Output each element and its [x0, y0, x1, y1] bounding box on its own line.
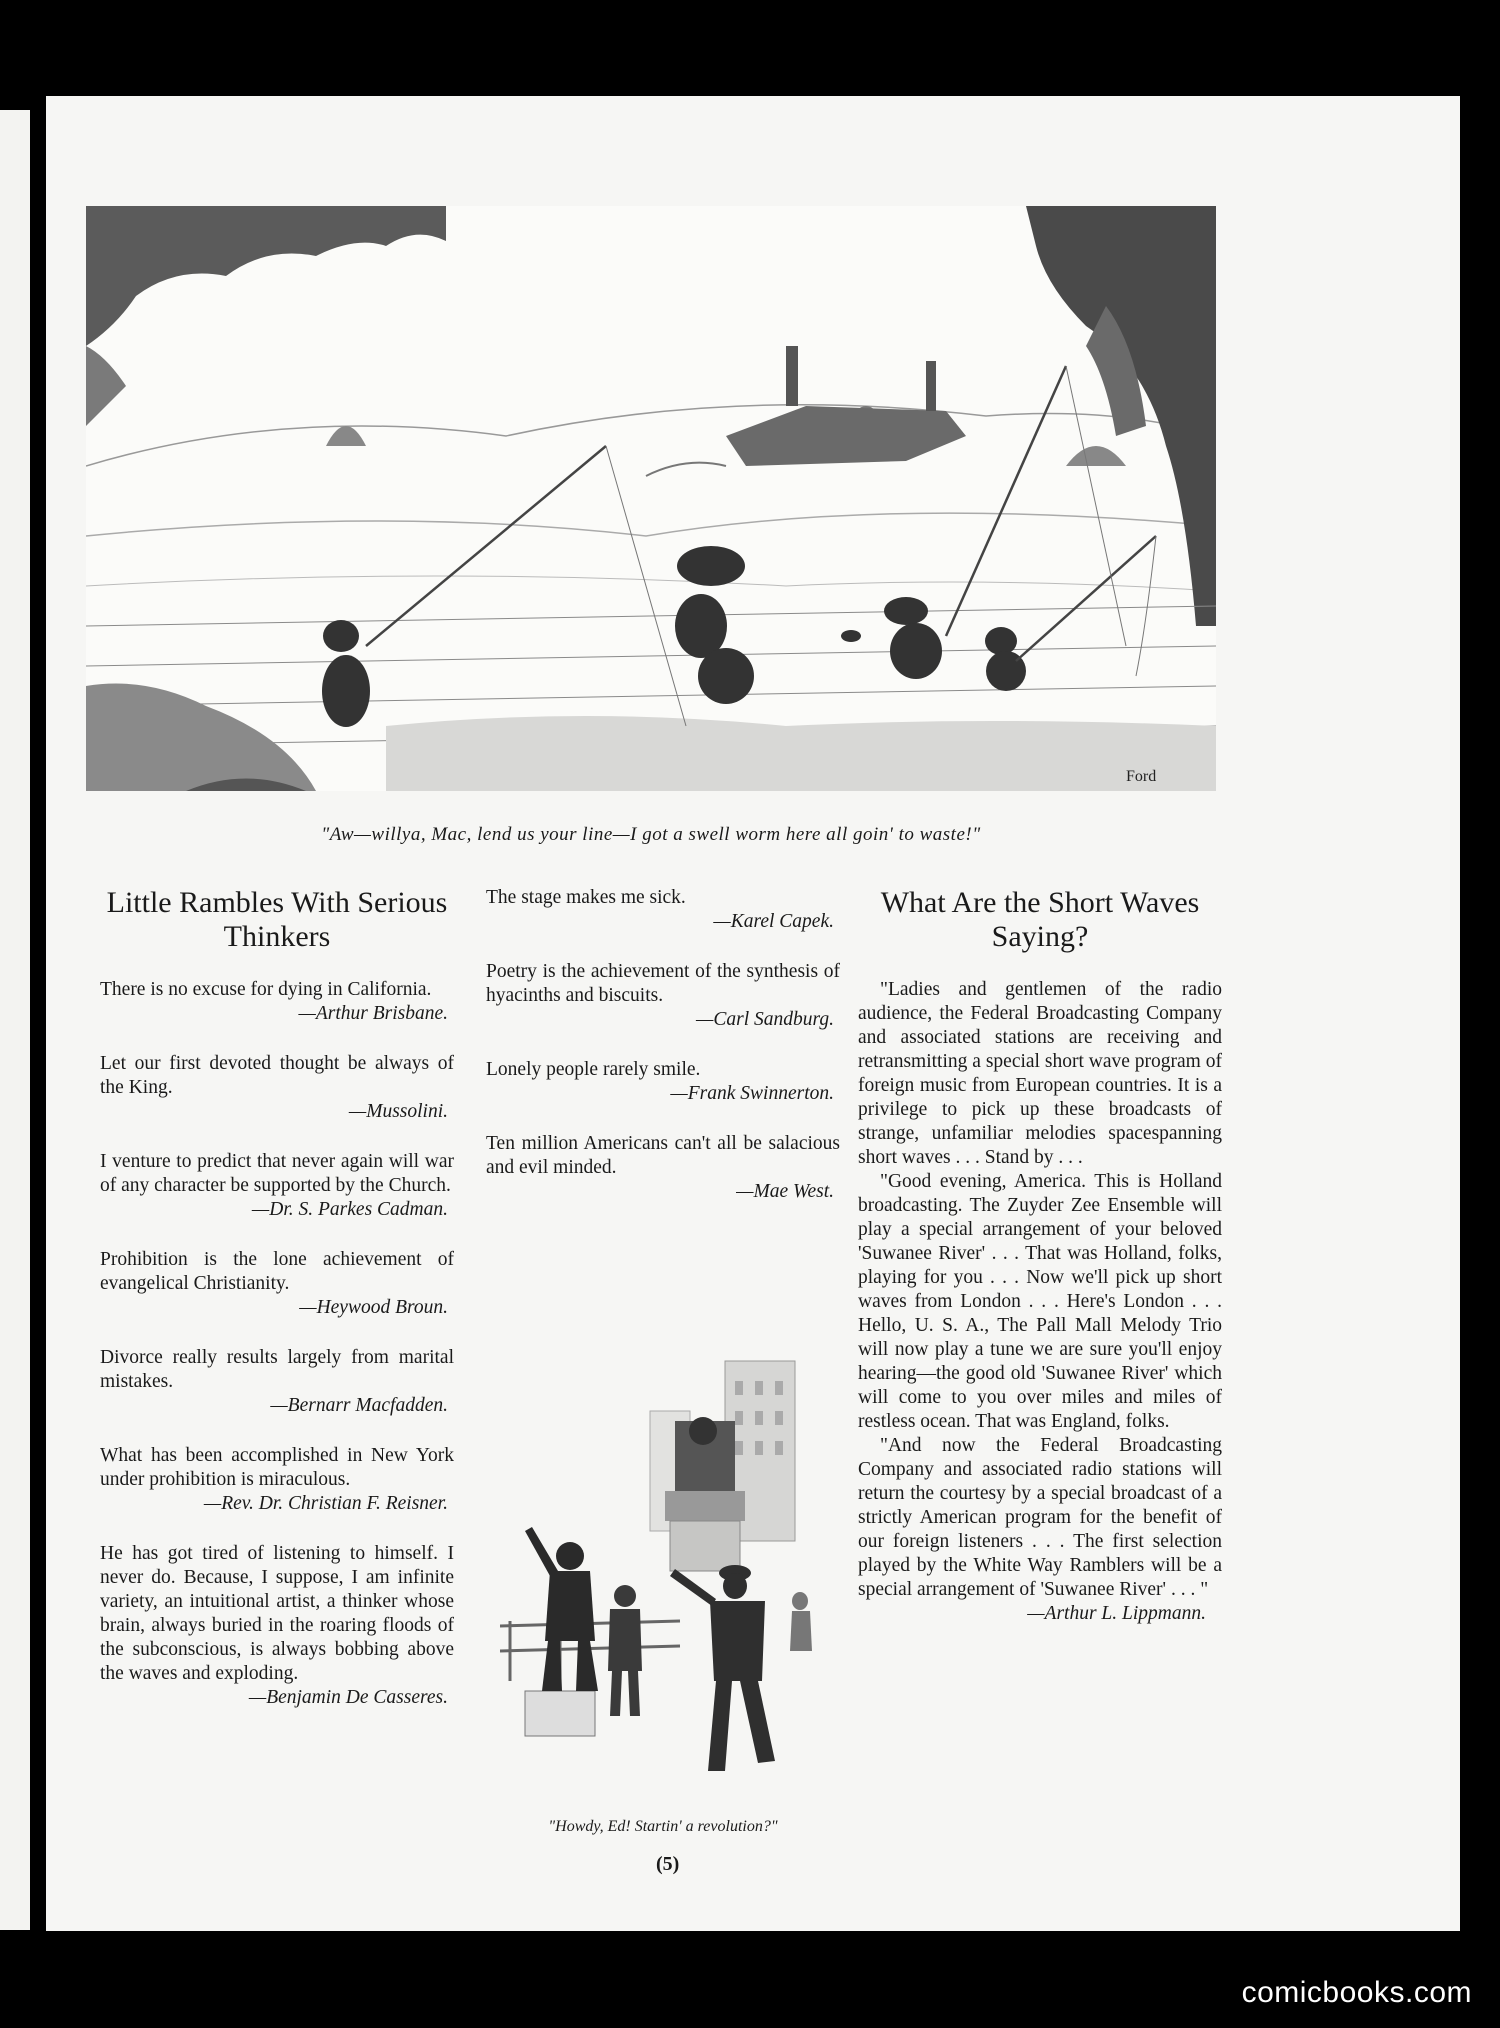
quote-text: There is no excuse for dying in California. — [100, 979, 432, 1000]
rambles-column — [100, 886, 454, 1736]
quote-text: Ten million Americans can't all be salacious and evil minded. — [486, 1133, 840, 1178]
article-paragraph: "And now the Federal Broadcasting Company and associated radio stations will return the courtesy by a special broadcast of a strictly American program for the benefit of our foreign listeners . . . The first selection played by the White Way Ramblers will be a special arrangement of 'Suwanee River' . . . " — [858, 1435, 1222, 1600]
quote-author: —Mae West. — [736, 1181, 834, 1202]
artist-signature: Ford — [1126, 768, 1157, 785]
quote-author: —Heywood Broun. — [299, 1297, 448, 1318]
quote-item — [100, 1542, 454, 1710]
quote-author: —Dr. S. Parkes Cadman. — [251, 1199, 448, 1220]
middle-cartoon-caption: "Howdy, Ed! Startin' a revolution?" — [548, 1818, 778, 1835]
quote-author: —Carl Sandburg. — [696, 1009, 834, 1030]
article-author: —Arthur L. Lippmann. — [1027, 1603, 1206, 1624]
quote-text: Prohibition is the lone achievement of evangelical Christianity. — [100, 1249, 454, 1294]
quote-item — [100, 1052, 454, 1124]
quote-text: What has been accomplished in New York under prohibition is miraculous. — [100, 1445, 454, 1490]
quote-item — [486, 960, 840, 1032]
quote-text: The stage makes me sick. — [486, 887, 686, 908]
quote-text: Let our first devoted thought be always of the King. — [100, 1053, 454, 1098]
quote-item — [100, 1150, 454, 1222]
quote-author: —Rev. Dr. Christian F. Reisner. — [203, 1493, 448, 1514]
quote-author: —Bernarr Macfadden. — [270, 1395, 448, 1416]
article-paragraph: "Ladies and gentlemen of the radio audience, the Federal Broadcasting Company and associated stations are receiving and retransmitting a special short wave program of foreign music from European countries. It is a privilege to pick up these broadcasts of strange, unfamiliar melodies spacespanning short waves . . . Stand by . . . — [858, 979, 1222, 1168]
magazine-page — [46, 96, 1460, 1931]
quote-item — [100, 1346, 454, 1418]
short-waves-column — [858, 886, 1222, 1626]
quote-text: Divorce really results largely from marital mistakes. — [100, 1347, 454, 1392]
page-number: (5) — [656, 1853, 680, 1875]
quote-author: —Frank Swinnerton. — [670, 1083, 834, 1104]
article-paragraph: "Good evening, America. This is Holland broadcasting. The Zuyder Zee Ensemble will play a special arrangement of your beloved 'Suwanee River' . . . That was Holland, folks, playing for you . . . Now we'll pick up short waves from London . . . Here's London . . . Hello, U. S. A., The Pall Mall Melody Trio will now play a tune we are sure you'll enjoy hearing—the good old 'Suwanee River' which will come to you over miles and miles of restless ocean. That was England, folks. — [858, 1171, 1222, 1432]
top-cartoon-caption: "Aw—willya, Mac, lend us your line—I got a swell worm here all goin' to waste!" — [321, 824, 981, 845]
quote-author: —Benjamin De Casseres. — [248, 1687, 448, 1708]
quote-item — [100, 978, 454, 1026]
quote-item — [486, 1058, 840, 1106]
fishing-cartoon-illustration — [86, 206, 1216, 791]
quote-text: Poetry is the achievement of the synthesis of hyacinths and biscuits. — [486, 961, 840, 1006]
quote-text: I venture to predict that never again will war of any character be supported by the Church. — [100, 1151, 454, 1196]
quote-item — [486, 886, 840, 934]
quote-author: —Mussolini. — [348, 1101, 448, 1122]
quote-text: He has got tired of listening to himself. I never do. Because, I suppose, I am infinite variety, an intuitional artist, a thinker whose brain, always buried in the roaring floods of the subconscious, is always bobbing above the waves and exploding. — [100, 1543, 454, 1684]
middle-quotes-column — [486, 886, 840, 1230]
short-waves-title: What Are the Short Waves Saying? — [880, 886, 1200, 953]
quote-item — [100, 1248, 454, 1320]
quote-item — [486, 1132, 840, 1204]
revolution-cartoon-illustration — [500, 1351, 830, 1791]
rambles-title: Little Rambles With Serious Thinkers — [106, 886, 448, 953]
quote-text: Lonely people rarely smile. — [486, 1059, 701, 1080]
quote-author: —Arthur Brisbane. — [298, 1003, 448, 1024]
quote-item — [100, 1444, 454, 1516]
adjacent-page-edge — [0, 110, 30, 1930]
quote-author: —Karel Capek. — [713, 911, 834, 932]
site-watermark: comicbooks.com — [1241, 1976, 1472, 2009]
